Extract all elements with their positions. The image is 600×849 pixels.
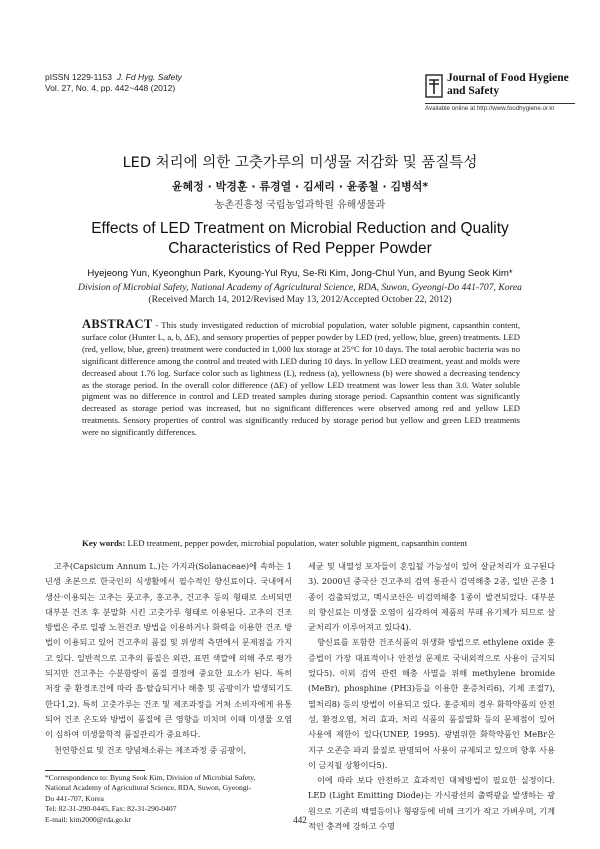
- keywords-label: Key words:: [82, 538, 126, 548]
- journal-title: Journal of Food Hygiene and Safety: [447, 72, 569, 97]
- affiliation-korean: 농촌진흥청 국립농업과학원 유해생물과: [214, 200, 386, 211]
- keywords: [82, 538, 520, 548]
- body-paragraph: 이에 따라 보다 안전하고 효과적인 대체방법이 필요한 실정이다. LED (Light Emitting Diode)는 가시광선의 출력광을 발생하는 광원으로 기존의 백열등이나 형광등에 비해 크기가 작고 가벼우며, 기계적인 충격에 강하고 수명: [308, 775, 555, 832]
- body-paragraph: 고추(Capsicum Annum L.)는 가지과(Solanaceae)에 속하는 1년생 초본으로 한국인의 식생활에서 필수적인 향신료이다. 국내에서 생산·이용되는 고추는 풋고추, 홍고추, 건고추 등의 형태로 소비되면 대부분 건조 후 분말화 시킨 고춧가루 형태로 이용된다. 고추의 건조방법은 주로 일광 노천건조 방법을 이용하거나 화력을 이용한 건조 방법이 이용되고 있어 건고추의 품질 및 위생적 측면에서 문제점을 가지고 있다. 일반적으로 고추의 품질은 외관, 표면 색깔에 의해 주로 평가되지만 건고추는 수분함량이 품질 결정에 중요한 요소가 된다. 특히 저장 중 환경조건에 따라 흡·탈습되거나 해충 및 곰팡이가 발생되기도 한다1,2). 특히 고춧가루는 건조 및 제조과정을 거쳐 소비자에게 유통되어 건조 온도와 방법이 품질에 큰 영향을 미치며 이때 미생물 오염이 심하여 미생물학적 품질관리가 중요하다.: [45, 561, 292, 740]
- body-paragraph: 향신료를 포함한 건조식품의 위생화 방법으로 ethylene oxide 훈증법이 가장 대표적이나 안전성 문제로 국내외적으로 사용이 금지되었다5). 이외 검역 관련 해충 사멸을 위해 methylene bromide (MeBr), phosphine (PH3)등을 이용한 훈증처리6), 기체 조절7), 열처리8) 등의 방법이 이용되고 있다. 훈증제의 경우 화학약품의 안전성, 환경오염, 처리 효과, 처리 식품의 품질열화 등의 문제점이 있어 사용에 제한이 있다(UNEP, 1995). 광범위한 화학약품인 MeBr은 지구 오존층 파괴 물질로 판명되어 사용이 규제되고 있으며 향후 사용이 금지될 상황이다5).: [308, 637, 555, 770]
- abstract-heading: ABSTRACT: [82, 317, 153, 331]
- keywords-text: LED treatment, pepper powder, microbial population, water soluble pigment, capsanthin content: [125, 538, 468, 548]
- journal-url: Available online at http://www.foodhygiene.or.kr: [425, 105, 555, 112]
- body-paragraph: 천연향신료 및 건조 양념채소류는 제조과정 중 곰팡이,: [54, 744, 247, 755]
- received-dates: (Received March 14, 2012/Revised May 13, 2012/Accepted October 22, 2012): [148, 294, 452, 305]
- abstract: [82, 319, 520, 439]
- page-number: 442: [293, 815, 307, 825]
- journal-abbrev: J. Fd Hyg. Safety: [116, 72, 182, 82]
- footnote-divider: [45, 770, 145, 771]
- body-column-left: [45, 559, 292, 758]
- journal-divider: [425, 103, 575, 104]
- journal-header: [45, 72, 182, 94]
- authors-korean: 윤혜정 · 박경훈 · 류경열 · 김세리 · 윤종철 · 김병석*: [171, 180, 429, 193]
- authors-english: Hyejeong Yun, Kyeonghun Park, Kyoung-Yul Ryu, Se-Ri Kim, Jong-Chul Yun, and Byung Seok Kim*: [87, 268, 513, 279]
- title-english: Effects of LED Treatment on Microbial Reduction and Quality Characteristics of Red Pepper Powder: [91, 220, 509, 257]
- issn: pISSN 1229-1153: [45, 72, 112, 82]
- correspondence-footnote: *Correspondence to: Byung Seok Kim, Division of Microbial Safety, National Academy of Agricultural Science, RDA, Suwon, Gyeongi- Do 441-707, Korea Tel: 82-31-290-0445, Fax: 82-31-290-0407 E-mail: kim2000@rda.go.kr: [45, 773, 256, 824]
- affiliation-english: Division of Microbial Safety, National Academy of Agricultural Science, RDA, Suwon, Gyeongi-Do 441-707, Korea: [78, 282, 522, 293]
- body-paragraph: 세균 및 내열성 포자들이 혼입될 가능성이 있어 살균처리가 요구된다3). 2000년 중국산 건고추의 검역 통관시 검역해충 2종, 일반 곤충 1종이 검출되었고, 멕시코산은 비검역해충 1종이 발견되었다. 대부분의 향신료는 미생물 오염이 심각하여 제품의 부패 유기체가 되므로 살균처리가 이루어져고 있다4).: [308, 561, 555, 633]
- volume-info: Vol. 27, No. 4, pp. 442~448 (2012): [45, 83, 176, 93]
- title-korean: LED 처리에 의한 고춧가루의 미생물 저감화 및 품질특성: [122, 155, 478, 171]
- abstract-text: - This study investigated reduction of microbial population, water soluble pigment, capsanthin content, surface color (Hunter L, a, b, ΔE), and sensory properties of pepper powder by LED (red, yellow, blue, green) treatments. LED (red, yellow, blue, green) treatment were conducted in 1,000 lux storage at 25°C for 10 days. The total aerobic bacteria was no significant difference among the control and treated with LED during 10 days. In yellow LED treatment, yeast and molds were decreased about 1.76 log. Surface color such as lightness (L), redness (a), yellowness (b) were showed a decreasing tendency as the storage period. In the overall color difference (ΔE) of yellow LED treatment was lower less than 3.0. Water soluble pigment was no difference in control and LED treated samples during storage period. Capsanthin content was significantly decreased as storage period was increased, but no significant differences were observed among red and yellow LED treatments. Sensory properties of control was significantly reduced by storage period but yellow and green LED treatments were no significantly differences.: [82, 320, 520, 438]
- body-column-right: [308, 559, 555, 834]
- journal-logo-icon: [425, 74, 443, 98]
